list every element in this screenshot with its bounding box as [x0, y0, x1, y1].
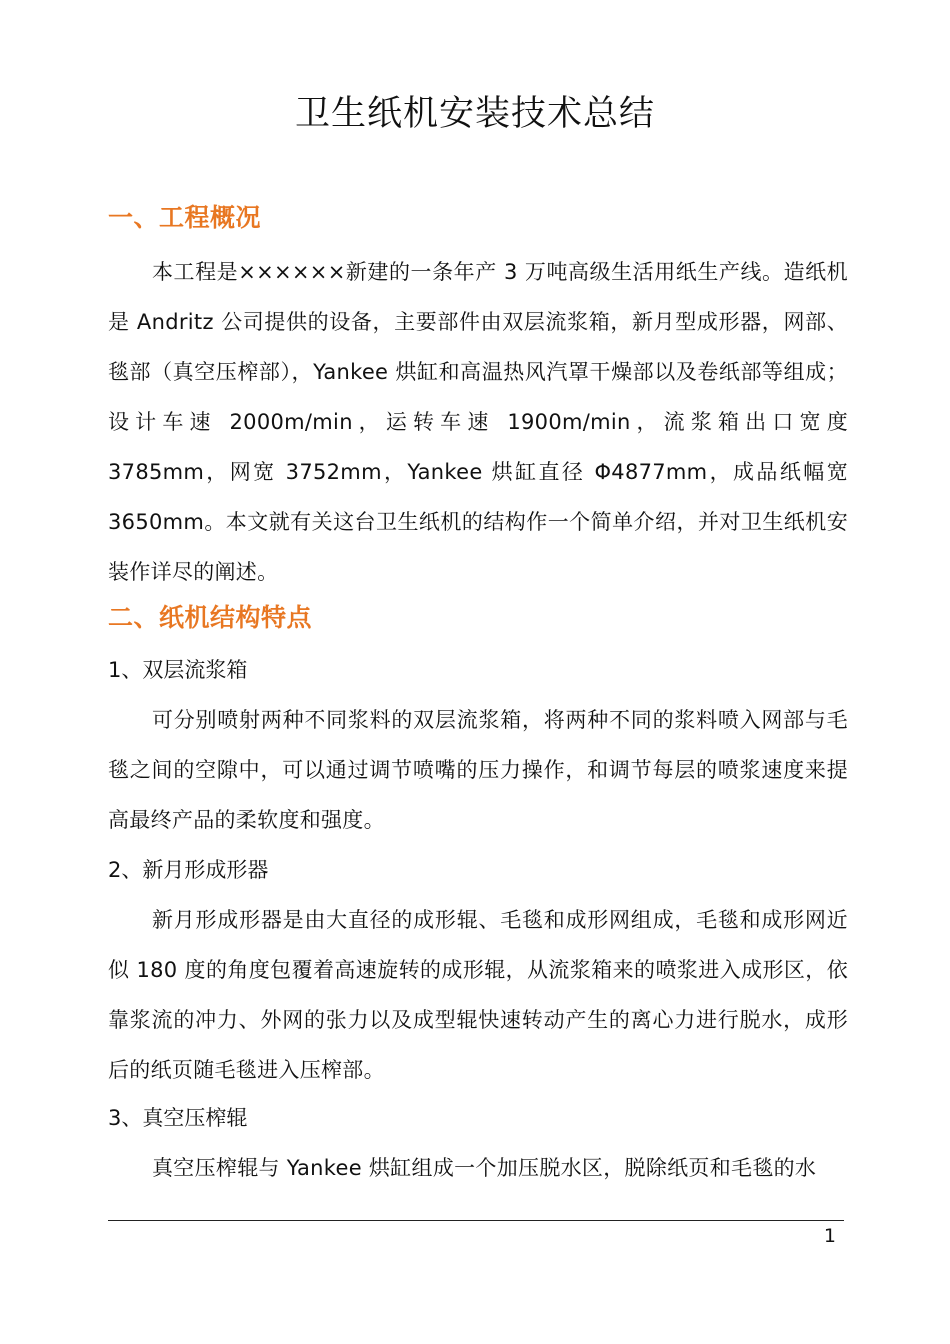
subsection-heading-headbox: 1、双层流浆箱	[108, 658, 248, 682]
subsection-heading-former: 2、新月形成形器	[108, 858, 269, 882]
subsection-heading-press: 3、真空压榨辊	[108, 1106, 248, 1130]
press-paragraph: 真空压榨辊与 Yankee 烘缸组成一个加压脱水区，脱除纸页和毛毯的水	[152, 1156, 817, 1180]
section-heading-overview: 一、工程概况	[108, 203, 262, 232]
overview-paragraph: 本工程是××××××新建的一条年产 3 万吨高级生活用纸生产线。造纸机是 Andritz 公司提供的设备，主要部件由双层流浆箱，新月型成形器，网部、毯部（真空压榨部），Yankee 烘缸和高温热风汽罩干燥部以及卷纸部等组成；设计车速 2000m/min，运转车速 1900m/min，流浆箱出口宽度 3785mm，网宽 3752mm，Yankee 烘缸直径 Φ4877mm，成品纸幅宽 3650mm。本文就有关这台卫生纸机的结构作一个简单介绍，并对卫生纸机安装作详尽的阐述。	[108, 260, 848, 584]
page-number: 1	[823, 1225, 836, 1247]
former-paragraph: 新月形成形器是由大直径的成形辊、毛毯和成形网组成，毛毯和成形网近似 180 度的角度包覆着高速旋转的成形辊，从流浆箱来的喷浆进入成形区，依靠浆流的冲力、外网的张力以及成型辊快速转动产生的离心力进行脱水，成形后的纸页随毛毯进入压榨部。	[108, 908, 848, 1082]
footer-divider	[108, 1220, 844, 1221]
document-title: 卫生纸机安装技术总结	[294, 94, 655, 134]
headbox-paragraph: 可分别喷射两种不同浆料的双层流浆箱，将两种不同的浆料喷入网部与毛毯之间的空隙中，可以通过调节喷嘴的压力操作，和调节每层的喷浆速度来提高最终产品的柔软度和强度。	[108, 708, 848, 832]
section-heading-structure: 二、纸机结构特点	[108, 603, 313, 632]
